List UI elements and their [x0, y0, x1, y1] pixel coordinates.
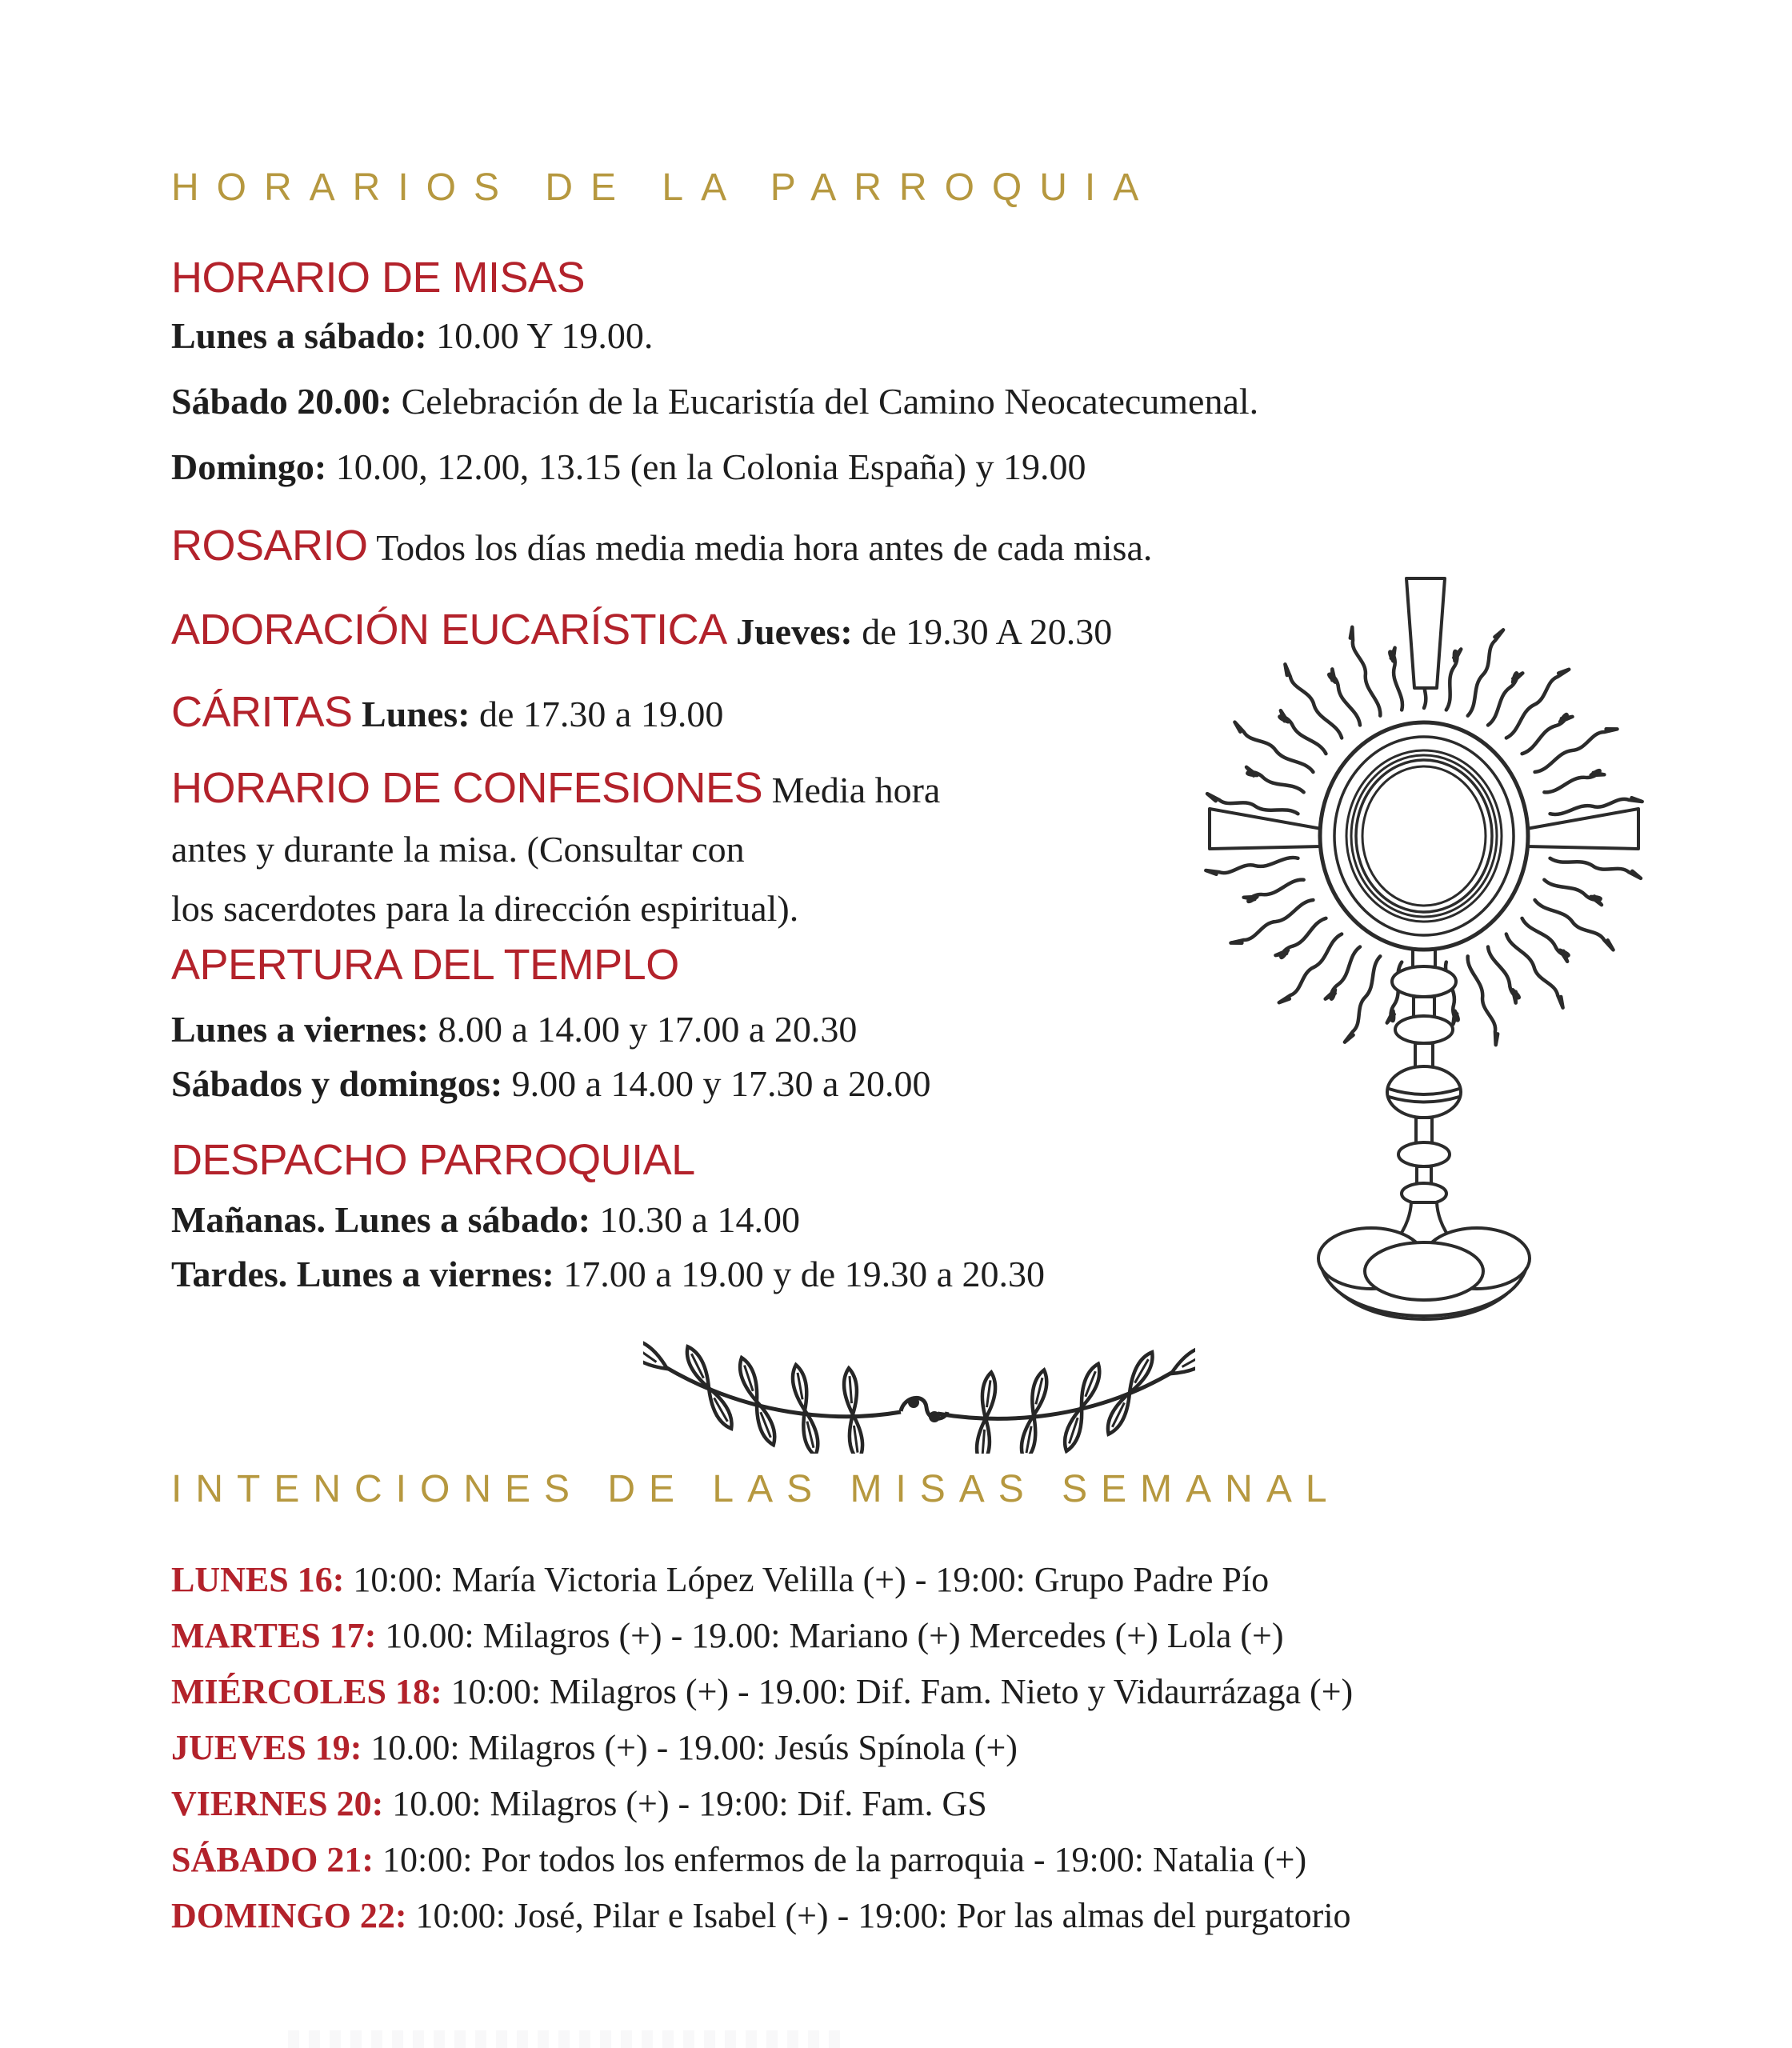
intention-row-lunes: [171, 1552, 1755, 1608]
section-horario-misas: [171, 252, 1755, 500]
intention-row-martes: [171, 1608, 1755, 1664]
intention-row-miercoles: [171, 1664, 1755, 1720]
intention-row-sabado: [171, 1832, 1755, 1888]
confesiones-line3: los sacerdotes para la dirección espiritual).: [171, 888, 799, 929]
intention-row-viernes: [171, 1776, 1755, 1832]
despacho-label-afternoons: Tardes. Lunes a viernes:: [171, 1254, 554, 1294]
confesiones-heading: HORARIO DE CONFESIONES: [171, 764, 763, 812]
intention-day: JUEVES 19:: [171, 1728, 362, 1767]
confesiones-line1: Media hora: [771, 770, 941, 810]
intention-day: MIÉRCOLES 18:: [171, 1672, 442, 1711]
intention-text: 10:00: Por todos los enfermos de la parroquia - 19:00: Natalia (+): [382, 1840, 1307, 1879]
page-title: HORARIOS DE LA PARROQUIA: [171, 166, 1157, 209]
intention-day: SÁBADO 21:: [171, 1840, 374, 1879]
misas-text-saturday: Celebración de la Eucaristía del Camino Neocatecumenal.: [401, 381, 1259, 422]
misas-line-weekdays: [171, 303, 1755, 369]
despacho-heading: DESPACHO PARROQUIAL: [171, 1136, 695, 1184]
intentions-list: [171, 1552, 1755, 1944]
confesiones-line2: antes y durante la misa. (Consultar con: [171, 829, 745, 870]
intention-text: 10.00: Milagros (+) - 19.00: Mariano (+) Mercedes (+) Lola (+): [385, 1616, 1284, 1655]
misas-text-sunday: 10.00, 12.00, 13.15 (en la Colonia España) y 19.00: [335, 446, 1086, 487]
caritas-text: de 17.30 a 19.00: [479, 694, 724, 734]
rosario-heading: ROSARIO: [171, 522, 368, 570]
misas-label-saturday: Sábado 20.00:: [171, 381, 393, 422]
apertura-text-weekdays: 8.00 a 14.00 y 17.00 a 20.30: [438, 1009, 858, 1050]
misas-heading: HORARIO DE MISAS: [171, 254, 586, 302]
adoracion-heading: ADORACIÓN EUCARÍSTICA: [171, 606, 727, 654]
caritas-heading: CÁRITAS: [171, 688, 353, 736]
intention-row-domingo: [171, 1888, 1755, 1944]
laurel-vine-divider-icon: [643, 1334, 1195, 1454]
intention-day: VIERNES 20:: [171, 1784, 384, 1823]
adoracion-label: Jueves:: [736, 611, 853, 652]
despacho-text-mornings: 10.30 a 14.00: [599, 1199, 800, 1240]
intention-day: MARTES 17:: [171, 1616, 377, 1655]
monstrance-icon: [1176, 556, 1688, 1340]
misas-label-sunday: Domingo:: [171, 446, 327, 487]
misas-line-sunday: [171, 434, 1755, 500]
misas-line-saturday: [171, 369, 1755, 434]
rosario-text: Todos los días media media hora antes de cada misa.: [376, 527, 1153, 568]
misas-text-weekdays: 10.00 Y 19.00.: [436, 315, 654, 356]
misas-label-weekdays: Lunes a sábado:: [171, 315, 427, 356]
adoracion-text: de 19.30 A 20.30: [862, 611, 1113, 652]
intention-day: LUNES 16:: [171, 1560, 345, 1599]
despacho-text-afternoons: 17.00 a 19.00 y de 19.30 a 20.30: [563, 1254, 1046, 1294]
intention-row-jueves: [171, 1720, 1755, 1776]
intention-text: 10:00: María Victoria López Velilla (+) - 19:00: Grupo Padre Pío: [353, 1560, 1270, 1599]
apertura-label-weekdays: Lunes a viernes:: [171, 1009, 429, 1050]
intention-text: 10:00: José, Pilar e Isabel (+) - 19:00: Por las almas del purgatorio: [415, 1896, 1351, 1935]
apertura-label-weekend: Sábados y domingos:: [171, 1063, 503, 1104]
intention-text: 10.00: Milagros (+) - 19:00: Dif. Fam. GS: [392, 1784, 987, 1823]
caritas-label: Lunes:: [362, 694, 470, 734]
intention-text: 10.00: Milagros (+) - 19.00: Jesús Spínola (+): [370, 1728, 1018, 1767]
intention-day: DOMINGO 22:: [171, 1896, 407, 1935]
despacho-label-mornings: Mañanas. Lunes a sábado:: [171, 1199, 591, 1240]
intenciones-title: INTENCIONES DE LAS MISAS SEMANAL: [171, 1468, 1341, 1510]
apertura-heading: APERTURA DEL TEMPLO: [171, 941, 679, 989]
intention-text: 10:00: Milagros (+) - 19.00: Dif. Fam. Nieto y Vidaurrázaga (+): [450, 1672, 1354, 1711]
apertura-text-weekend: 9.00 a 14.00 y 17.30 a 20.00: [511, 1063, 931, 1104]
clipped-text-artifact: [288, 2030, 848, 2048]
